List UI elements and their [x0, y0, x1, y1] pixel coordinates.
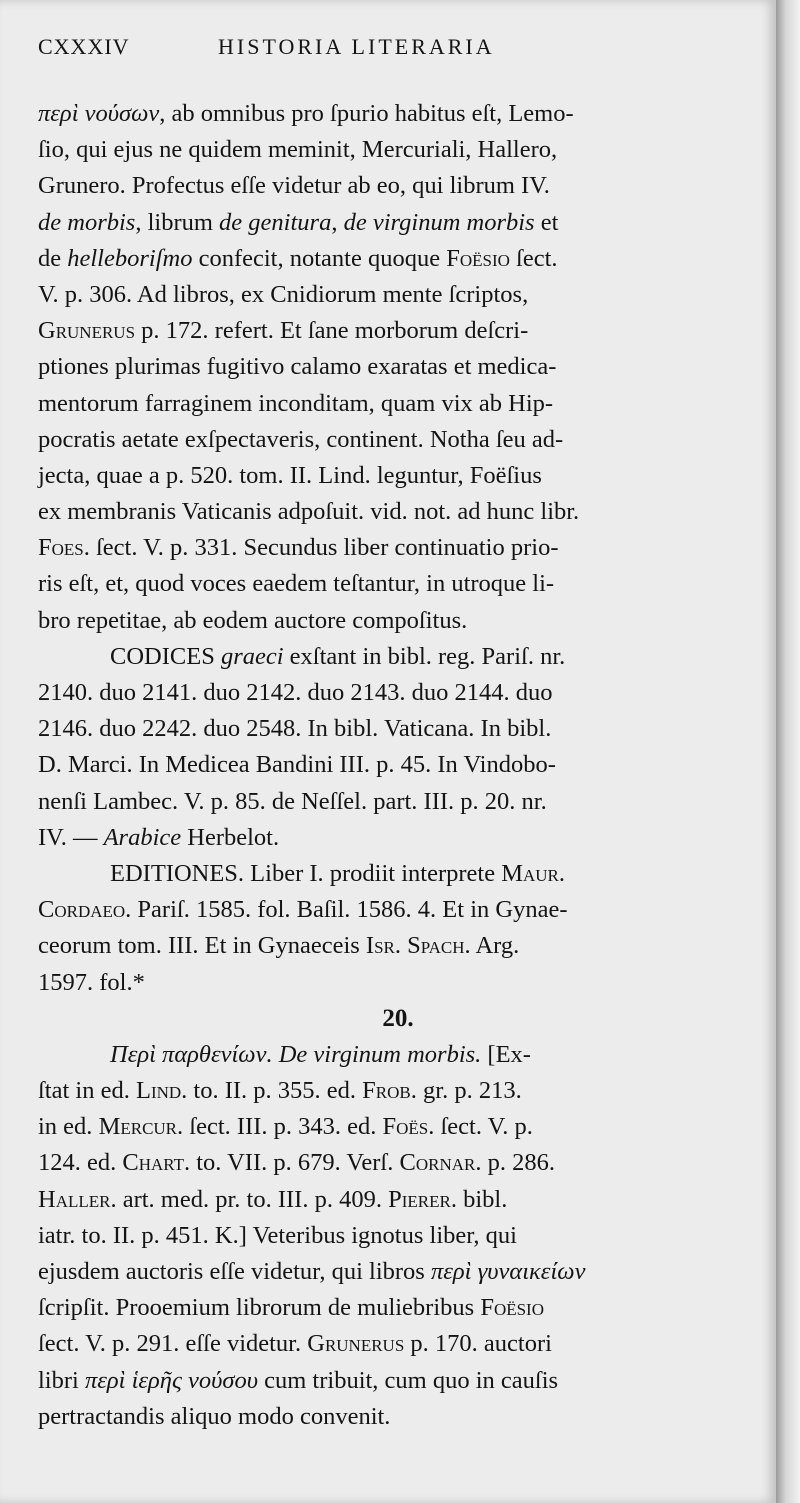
page-header — [38, 34, 738, 70]
italic-text: de genitura — [219, 208, 332, 236]
text-segment: EDITIONES. Liber I. prodiit interprete — [110, 859, 502, 887]
text-line — [38, 1037, 758, 1073]
text-segment: 20. — [382, 1004, 414, 1032]
small-caps-name: Cornar. — [399, 1149, 482, 1177]
text-segment: . Pariſ. 1585. fol. Baſil. 1586. 4. Et in Gynae- — [125, 896, 568, 924]
text-segment: , ab omnibus pro ſpurio habitus eſt, Lemo- — [159, 100, 574, 127]
text-segment: libri — [38, 1366, 85, 1394]
text-segment: ſect. V. p. — [434, 1113, 533, 1141]
small-caps-name: Mercur. — [98, 1113, 184, 1141]
italic-text: Περὶ παρθενίων. De virginum morbis. — [110, 1040, 482, 1068]
text-segment: iatr. to. II. p. 451. K.] Veteribus ignotus liber, qui — [38, 1221, 517, 1249]
italic-text: helleboriſmo — [67, 244, 193, 272]
text-line — [38, 892, 758, 928]
text-line — [38, 132, 758, 168]
text-segment: ſio, qui ejus ne quidem meminit, Mercuriali, Hallero, — [38, 136, 558, 164]
text-line — [38, 386, 758, 422]
text-line — [38, 1290, 758, 1326]
page-number: CXXXIV — [38, 34, 130, 59]
text-segment: ſect. III. p. 343. ed. — [183, 1113, 383, 1141]
text-line — [38, 422, 758, 458]
text-line — [38, 168, 758, 204]
small-caps-name: Isr. Spach. — [365, 932, 471, 960]
text-segment: p. 172. refert. Et ſane morborum deſcri- — [135, 317, 529, 345]
text-segment: ſcripſit. Prooemium librorum de muliebribus — [38, 1294, 481, 1322]
text-line — [38, 1399, 758, 1435]
text-segment: pertractandis aliquo modo convenit. — [38, 1402, 391, 1430]
body-text — [38, 96, 758, 1435]
text-line — [38, 820, 758, 856]
text-line — [38, 241, 758, 277]
text-segment: pocratis aetate exſpectaveris, continent. Notha ſeu ad- — [38, 425, 564, 453]
text-segment: in ed. — [38, 1113, 99, 1141]
text-line — [38, 205, 758, 241]
text-segment: p. 170. auctori — [404, 1330, 552, 1358]
text-line — [38, 1254, 758, 1290]
italic-text: graeci — [220, 642, 284, 670]
text-line — [38, 1326, 758, 1362]
text-line — [38, 1073, 758, 1109]
italic-text: περὶ ἱερῆς νούσου — [84, 1366, 258, 1394]
text-segment: jecta, quae a p. 520. tom. II. Lind. leguntur, Foëſius — [38, 461, 542, 489]
text-segment: ejusdem auctoris eſſe videtur, qui libros — [38, 1258, 431, 1285]
text-segment: ſect. — [509, 244, 558, 272]
small-caps-name: Grunerus — [307, 1330, 405, 1358]
small-caps-name: Foës. — [382, 1113, 435, 1141]
italic-text: de virginum morbis — [343, 208, 535, 236]
text-line — [38, 784, 758, 820]
text-line — [38, 1218, 758, 1254]
text-segment: [Ex- — [481, 1040, 531, 1068]
text-segment: 1597. fol.* — [38, 968, 145, 996]
text-segment: Grunero. Profectus eſſe videtur ab eo, qui librum IV. — [38, 172, 550, 200]
text-segment: 2140. duo 2141. duo 2142. duo 2143. duo 2144. duo — [38, 679, 553, 706]
text-segment: gr. p. 213. — [416, 1077, 522, 1105]
text-line — [38, 349, 758, 385]
small-caps-name: Cordaeo — [38, 896, 126, 924]
text-segment: exſtant in bibl. reg. Pariſ. nr. — [283, 642, 566, 670]
small-caps-name: Foes — [38, 534, 84, 562]
text-segment: ris eſt, et, quod voces eaedem teſtantur, in utroque li- — [38, 570, 555, 598]
small-caps-name: Maur. — [501, 859, 566, 887]
text-segment: cum tribuit, cum quo in cauſis — [257, 1366, 559, 1394]
text-segment: IV. — — [38, 823, 104, 851]
text-line — [38, 928, 758, 964]
small-caps-name: Pierer. — [388, 1185, 457, 1213]
text-segment: ſtat in ed. — [38, 1077, 136, 1105]
small-caps-name: Haller. — [38, 1185, 117, 1213]
text-segment: confecit, notante quoque — [192, 244, 447, 272]
text-segment: bro repetitae, ab eodem auctore compoſitus. — [38, 606, 468, 634]
text-segment: 124. ed. — [38, 1149, 123, 1177]
small-caps-name: Foësio — [480, 1294, 544, 1322]
text-segment: CODICES — [110, 642, 221, 670]
text-line — [38, 747, 758, 783]
text-segment: bibl. — [456, 1185, 508, 1213]
text-line — [38, 277, 758, 313]
italic-text: περὶ γυναικείων — [430, 1258, 586, 1285]
text-line — [38, 965, 758, 1001]
small-caps-name: Chart. — [122, 1149, 191, 1177]
text-segment: Arg. — [470, 932, 520, 960]
text-segment: et — [534, 208, 559, 236]
small-caps-name: Frob. — [362, 1077, 417, 1105]
page-gutter-edge — [776, 0, 800, 1503]
text-segment: ptiones plurimas fugitivo calamo exaratas et medica- — [38, 353, 557, 381]
text-line — [38, 675, 758, 711]
text-segment: to. II. p. 355. ed. — [187, 1077, 363, 1105]
text-segment: art. med. pr. to. III. p. 409. — [116, 1185, 389, 1213]
text-line — [38, 603, 758, 639]
text-line — [38, 530, 758, 566]
text-segment: ex membranis Vaticanis adpoſuit. vid. not. ad hunc libr. — [38, 498, 580, 526]
text-segment: p. 286. — [481, 1149, 555, 1177]
text-segment: , librum — [135, 208, 220, 236]
text-segment: , — [331, 208, 344, 236]
text-segment: de — [38, 244, 68, 272]
italic-text: περὶ νούσων — [38, 100, 160, 127]
text-line — [38, 1145, 758, 1181]
text-segment: . ſect. V. p. 331. Secundus liber continuatio prio- — [83, 534, 559, 562]
running-title: HISTORIA LITERARIA — [218, 34, 495, 59]
text-line — [38, 458, 758, 494]
text-line — [38, 566, 758, 602]
small-caps-name: Foësio — [446, 244, 510, 272]
text-line — [38, 313, 758, 349]
text-line — [38, 494, 758, 530]
text-segment: ſect. V. p. 291. eſſe videtur. — [38, 1330, 308, 1358]
small-caps-name: Lind. — [135, 1077, 188, 1105]
text-segment: to. VII. p. 679. Verſ. — [190, 1149, 400, 1177]
text-line — [38, 639, 758, 675]
text-segment: Herbelot. — [181, 823, 280, 851]
small-caps-name: Grunerus — [38, 317, 136, 345]
text-segment: ceorum tom. III. Et in Gynaeceis — [38, 932, 366, 960]
text-line — [38, 711, 758, 747]
text-line — [38, 1109, 758, 1145]
text-segment: nenſi Lambec. V. p. 85. de Neſſel. part. III. p. 20. nr. — [38, 787, 547, 815]
text-line — [38, 1182, 758, 1218]
italic-text: Arabice — [103, 823, 182, 851]
text-segment: mentorum farraginem inconditam, quam vix ab Hip- — [38, 389, 554, 417]
text-segment: D. Marci. In Medicea Bandini III. p. 45. In Vindobo- — [38, 751, 556, 779]
text-segment: 2146. duo 2242. duo 2548. In bibl. Vaticana. In bibl. — [38, 715, 552, 743]
text-segment: V. p. 306. Ad libros, ex Cnidiorum mente ſcriptos, — [38, 280, 529, 308]
text-line — [38, 96, 758, 132]
italic-text: de morbis — [38, 208, 136, 236]
section-number — [38, 1001, 758, 1037]
text-line — [38, 856, 758, 892]
text-line — [38, 1363, 758, 1399]
